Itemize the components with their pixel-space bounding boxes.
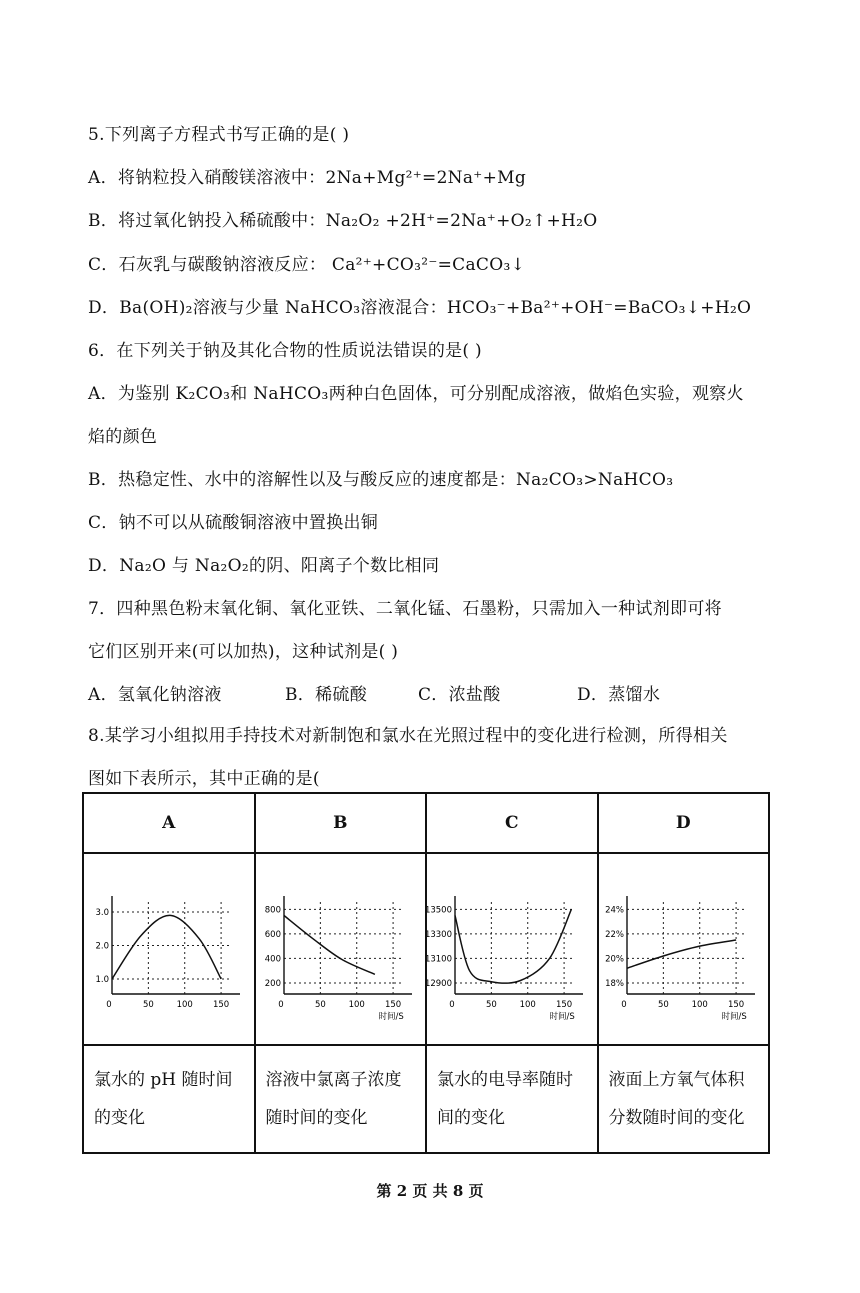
graph-cell-c	[426, 853, 598, 1045]
series-line	[455, 909, 571, 983]
y-tick-label: 24%	[604, 905, 624, 916]
y-tick-label: 13500	[427, 905, 452, 916]
y-tick-label: 200	[264, 978, 281, 989]
q8-stem: 8.某学习小组拟用手持技术对新制饱和氯水在光照过程中的变化进行检测，所得相关	[88, 726, 728, 746]
desc-a-line2: 的变化	[94, 1108, 145, 1128]
x-tick-label: 50	[314, 1000, 326, 1010]
q5-stem: 5.下列离子方程式书写正确的是( )	[88, 125, 350, 145]
q6-option-c: C．钠不可以从硫酸铜溶液中置换出铜	[88, 513, 379, 533]
q5-option-b: B．将过氧化钠投入稀硫酸中：Na₂O₂ +2H⁺=2Na⁺+O₂↑+H₂O	[88, 211, 598, 231]
table-graph-row	[83, 853, 769, 1045]
y-tick-label: 18%	[604, 978, 624, 989]
desc-c-line2: 间的变化	[437, 1108, 505, 1128]
x-tick-label: 100	[691, 1000, 708, 1010]
origin-label: 0	[277, 1000, 284, 1010]
origin-label: 0	[620, 1000, 627, 1010]
chart-d	[599, 854, 765, 1040]
header-b: B	[255, 793, 427, 853]
graph-cell-b	[255, 853, 427, 1045]
q6-stem: 6．在下列关于钠及其化合物的性质说法错误的是( )	[88, 341, 482, 361]
x-tick-label: 150	[212, 1000, 230, 1010]
q7-option-b: B．稀硫酸	[285, 685, 367, 705]
x-tick-label: 100	[519, 1000, 536, 1010]
chart-a	[84, 854, 250, 1040]
table-desc-row	[83, 1045, 769, 1153]
desc-c-line1: 氯水的电导率随时	[437, 1070, 573, 1090]
q6-option-a: A．为鉴别 K₂CO₃和 NaHCO₃两种白色固体，可分别配成溶液，做焰色实验，观察火	[88, 384, 744, 404]
header-d: D	[598, 793, 770, 853]
x-tick-label: 100	[348, 1000, 365, 1010]
x-tick-label: 50	[485, 1000, 497, 1010]
q7-option-d: D．蒸馏水	[577, 685, 661, 705]
graph-cell-a	[83, 853, 255, 1045]
x-axis-label: 时间/S	[377, 1012, 404, 1022]
y-tick-label: 600	[264, 929, 281, 940]
y-tick-label: 400	[264, 954, 281, 965]
desc-d-line1: 液面上方氧气体积	[608, 1070, 745, 1090]
q7-option-c: C．浓盐酸	[418, 685, 501, 705]
x-axis-label: 时间/S	[549, 1012, 575, 1022]
desc-c	[426, 1045, 598, 1153]
chart-c	[427, 854, 593, 1040]
series-line	[284, 915, 375, 974]
q8-stem-cont: 图如下表所示，其中正确的是(	[88, 769, 320, 789]
series-line	[112, 915, 221, 979]
desc-a-line1: 氯水的 pH 随时间	[94, 1070, 233, 1090]
table-header-row	[83, 793, 769, 853]
q7-stem: 7．四种黑色粉末氧化铜、氧化亚铁、二氧化锰、石墨粉，只需加入一种试剂即可将	[88, 599, 722, 619]
y-tick-label: 20%	[604, 954, 624, 965]
desc-b-line2: 随时间的变化	[265, 1108, 368, 1128]
y-tick-label: 13100	[427, 954, 452, 965]
desc-b	[255, 1045, 427, 1153]
desc-d-line2: 分数随时间的变化	[608, 1108, 745, 1128]
series-line	[627, 940, 736, 968]
origin-label: 0	[106, 1000, 112, 1010]
q5-option-d: D．Ba(OH)₂溶液与少量 NaHCO₃溶液混合：HCO₃⁻+Ba²⁺+OH⁻=BaCO₃↓+H₂O	[88, 298, 752, 318]
origin-label: 0	[449, 1000, 455, 1010]
q7-option-a: A．氢氧化钠溶液	[88, 685, 222, 705]
y-tick-label: 2.0	[95, 941, 109, 952]
x-tick-label: 150	[727, 1000, 744, 1010]
x-tick-label: 150	[555, 1000, 573, 1010]
x-tick-label: 50	[142, 1000, 154, 1010]
q8-table	[82, 792, 770, 1154]
desc-b-line1: 溶液中氯离子浓度	[265, 1070, 402, 1090]
x-axis-label: 时间/S	[720, 1012, 747, 1022]
q5-option-a: A．将钠粒投入硝酸镁溶液中：2Na+Mg²⁺=2Na⁺+Mg	[88, 168, 526, 188]
x-tick-label: 100	[176, 1000, 193, 1010]
y-tick-label: 3.0	[95, 908, 109, 919]
y-tick-label: 22%	[604, 929, 624, 940]
x-tick-label: 150	[384, 1000, 401, 1010]
desc-a	[83, 1045, 255, 1153]
header-c: C	[426, 793, 598, 853]
q6-option-a-cont: 焰的颜色	[88, 427, 158, 447]
chart-b	[256, 854, 422, 1040]
page-footer: 第 2 页 共 8 页	[376, 1182, 484, 1200]
graph-cell-d	[598, 853, 770, 1045]
q5-option-c: C．石灰乳与碳酸钠溶液反应： Ca²⁺+CO₃²⁻=CaCO₃↓	[88, 255, 526, 275]
q6-option-d: D．Na₂O 与 Na₂O₂的阴、阳离子个数比相同	[88, 556, 440, 576]
desc-d	[598, 1045, 770, 1153]
y-tick-label: 800	[264, 905, 281, 916]
y-tick-label: 12900	[427, 978, 452, 989]
header-a: A	[83, 793, 255, 853]
x-tick-label: 50	[657, 1000, 669, 1010]
q7-stem-cont: 它们区别开来(可以加热)，这种试剂是( )	[88, 642, 399, 662]
y-tick-label: 13300	[427, 929, 452, 940]
y-tick-label: 1.0	[95, 974, 109, 985]
q6-option-b: B．热稳定性、水中的溶解性以及与酸反应的速度都是：Na₂CO₃>NaHCO₃	[88, 470, 674, 490]
